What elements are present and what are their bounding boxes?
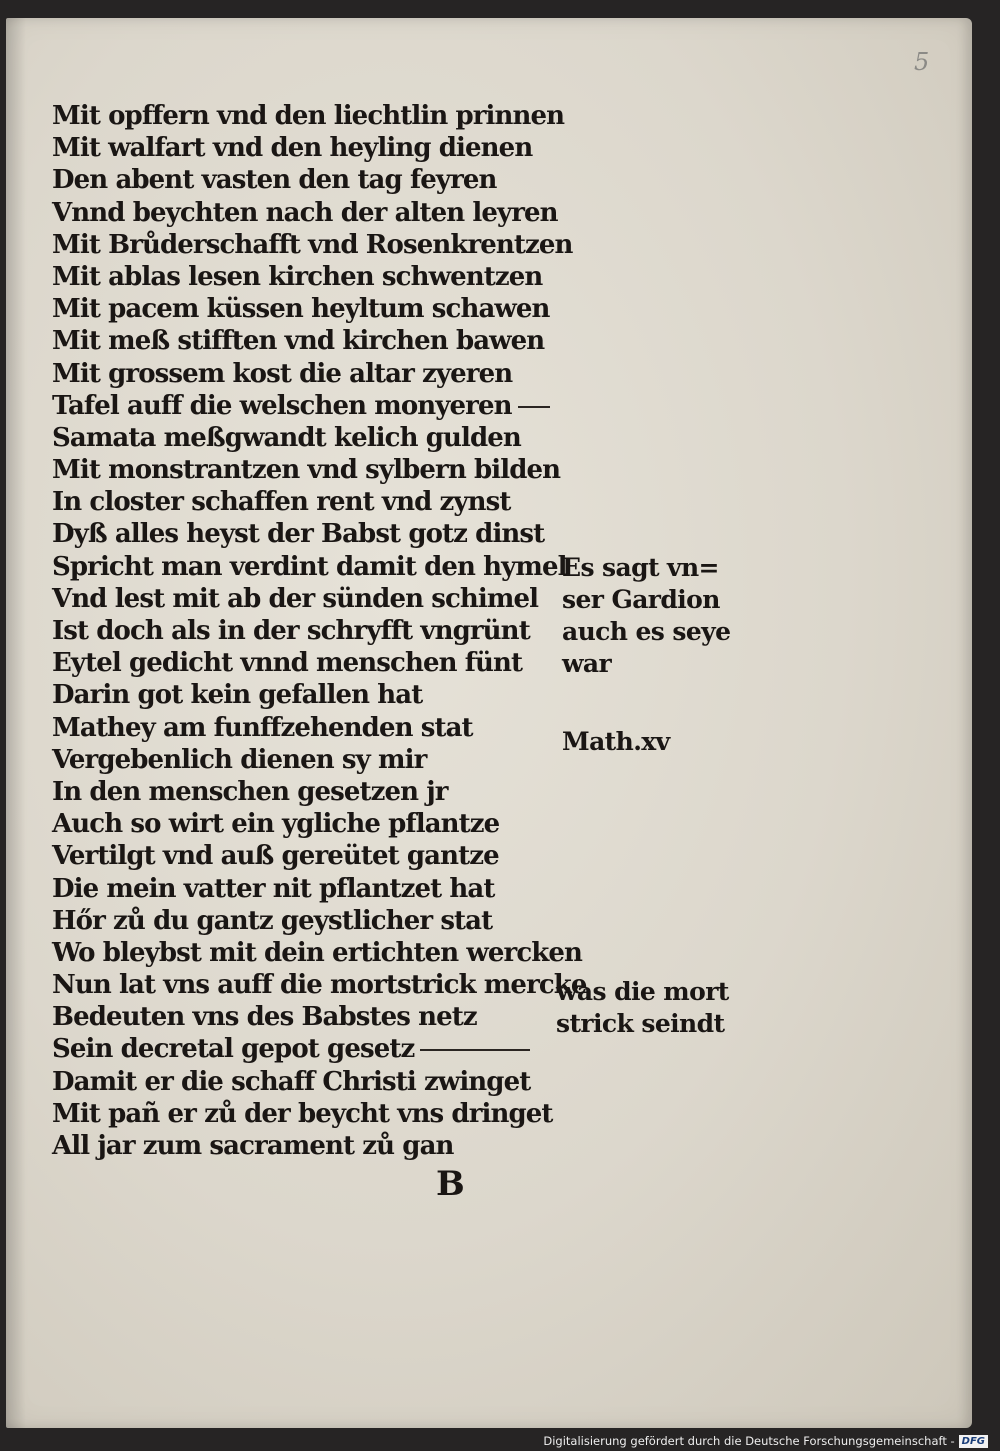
verse-text-block: [52, 100, 587, 1162]
verse-line: Mathey am funffzehenden stat: [52, 712, 473, 743]
verse-line: Vnnd beychten nach der alten leyren: [52, 197, 558, 228]
verse-line: Wo bleybst mit dein ertichten wercken: [52, 937, 583, 968]
verse-line: Eytel gedicht vnnd menschen fünt: [52, 648, 523, 679]
verse-line: Die mein vatter nit pflantzet hat: [52, 873, 495, 904]
credit-text: Digitalisierung gefördert durch die Deutsche Forschungsgemeinschaft -: [543, 1434, 955, 1448]
verse-line: Hőr zů du gantz geystlicher stat: [52, 905, 493, 936]
verse-line: In den menschen gesetzen jr: [52, 776, 448, 807]
verse-line: Mit Brůderschafft vnd Rosenkrentzen: [52, 229, 573, 260]
gloss-line: Math.xv: [562, 727, 670, 756]
gloss-line: ser Gardion: [562, 585, 720, 614]
spine-shadow: [6, 18, 26, 1428]
verse-line: Ist doch als in der schryfft vngrünt: [52, 616, 530, 646]
margin-gloss-gardion: [562, 552, 730, 680]
pen-stroke-mark: [518, 406, 550, 408]
verse-line: Damit er die schaff Christi zwinget: [52, 1066, 531, 1097]
gloss-line: war: [562, 649, 612, 678]
gloss-line: was die mort: [556, 977, 729, 1006]
margin-gloss-reference: [562, 726, 670, 758]
verse-line: Darin got kein gefallen hat: [52, 680, 423, 711]
verse-line: Tafel auff die welschen monyeren: [52, 390, 587, 422]
verse-line: In closter schaffen rent vnd zynst: [52, 487, 511, 518]
verse-line: Mit grossem kost die altar zyeren: [52, 358, 513, 389]
verse-line: Mit pacem küssen heyltum schawen: [52, 294, 550, 325]
verse-line: Auch so wirt ein ygliche pflantze: [52, 809, 500, 840]
verse-line: Spricht man verdint damit den hymel: [52, 551, 567, 582]
folio-number: 5: [914, 48, 930, 76]
verse-line: Nun lat vns auff die mortstrick mercke: [52, 970, 587, 1001]
dfg-logo: DFG: [959, 1435, 988, 1448]
verse-line: Sein decretal gepot gesetz: [52, 1033, 587, 1065]
gloss-line: strick seindt: [556, 1009, 725, 1038]
verse-line: Mit walfart vnd den heyling dienen: [52, 133, 533, 164]
verse-line: Mit meß stifften vnd kirchen bawen: [52, 326, 545, 357]
margin-gloss-mortstrick: [556, 976, 729, 1040]
verse-line: Mit ablas lesen kirchen schwentzen: [52, 261, 543, 292]
verse-line: Vnd lest mit ab der sünden schimel: [52, 583, 539, 614]
verse-line: All jar zum sacrament zů gan: [52, 1131, 454, 1161]
signature-mark: B: [436, 1164, 465, 1204]
verse-line: Vergebenlich dienen sy mir: [52, 744, 427, 775]
verse-line: Mit opffern vnd den liechtlin prinnen: [52, 101, 565, 131]
verse-line: Mit monstrantzen vnd sylbern bilden: [52, 455, 561, 486]
gloss-line: Es sagt vn=: [562, 553, 719, 582]
digitization-credit: [543, 1434, 988, 1448]
verse-line: Bedeuten vns des Babstes netz: [52, 1002, 477, 1033]
pen-stroke-mark: [420, 1049, 530, 1051]
verse-line: Den abent vasten den tag feyren: [52, 165, 497, 196]
verse-line: Vertilgt vnd auß gereütet gantze: [52, 841, 499, 872]
verse-line: Mit pañ er zů der beycht vns dringet: [52, 1098, 553, 1129]
gloss-line: auch es seye: [562, 617, 731, 646]
verse-line: Dyß alles heyst der Babst gotz dinst: [52, 519, 545, 550]
verse-line: Samata meßgwandt kelich gulden: [52, 422, 521, 453]
